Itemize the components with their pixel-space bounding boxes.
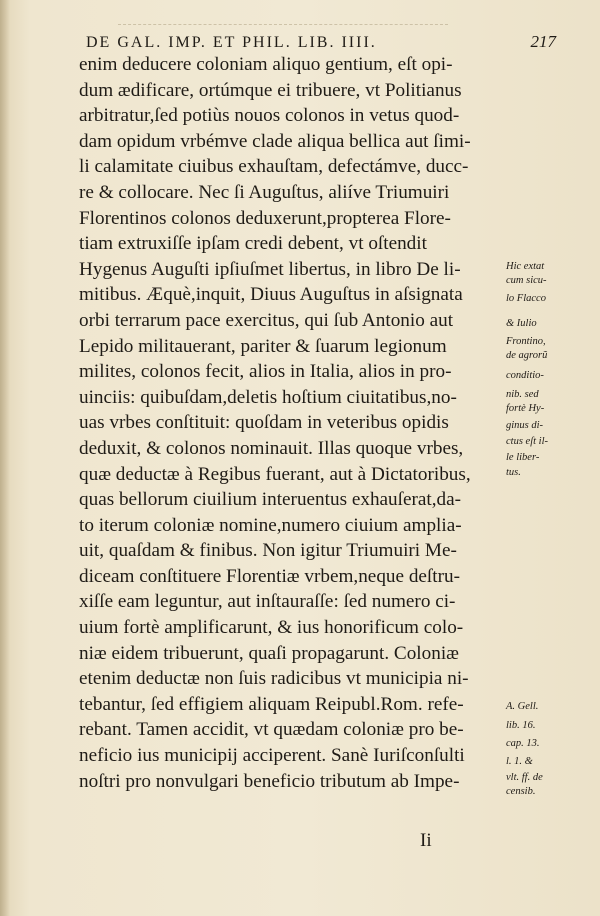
- text-line: tebantur, ſed effigiem aliquam Reipubl.Rom. refe-: [79, 693, 464, 715]
- text-line: niæ eidem tribuerunt, quaſi propagarunt. Coloniæ: [79, 642, 459, 664]
- text-line: Lepido militauerant, pariter & ſuarum legionum: [79, 335, 447, 357]
- marginal-note: ginus di-: [506, 419, 544, 431]
- marginal-note: Hic extat: [506, 260, 545, 272]
- marginal-note: lo Flacco: [506, 292, 546, 304]
- text-line: Hygenus Auguſti ipſiuſmet libertus, in libro De li-: [79, 258, 461, 280]
- marginal-note: cap. 13.: [506, 738, 540, 750]
- marginal-note: & Iulio: [506, 318, 537, 330]
- text-line: noſtri pro nonvulgari beneficio tributum ab Impe-: [79, 770, 460, 792]
- marginal-note: censib.: [506, 785, 536, 797]
- marginal-note: ctus eſt il-: [506, 436, 548, 448]
- running-header: [86, 34, 556, 52]
- marginal-note: le liber-: [506, 451, 540, 463]
- marginal-note: de agrorũ: [506, 350, 548, 362]
- text-line: neficio ius municipij acciperent. Sanè Iuriſconſulti: [79, 745, 465, 767]
- text-line: diceam conſtituere Florentiæ vrbem,neque deſtru-: [79, 565, 460, 587]
- page-number: 217: [530, 32, 556, 51]
- text-line: enim deducere coloniam aliquo gentium, eſt opi-: [79, 54, 453, 75]
- text-line: re & collocare. Nec ſi Auguſtus, aliíve Triumuiri: [79, 181, 450, 203]
- text-line: milites, colonos fecit, alios in Italia, alios in pro-: [79, 361, 452, 383]
- marginal-note: cum sicu-: [506, 274, 547, 286]
- text-line: quas bellorum ciuilium interuentus exhauſerat,da-: [79, 489, 462, 511]
- marginal-note: A. Gell.: [506, 701, 539, 713]
- marginal-note: lib. 16.: [506, 720, 536, 732]
- marginal-note: vlt. ff. de: [506, 771, 543, 783]
- text-line: to iterum coloniæ nomine,numero ciuium amplia-: [79, 514, 462, 536]
- text-line: dum ædificare, ortúmque ei tribuere, vt Politianus: [79, 79, 462, 101]
- marginal-note: conditio-: [506, 369, 544, 381]
- text-line: orbi terrarum pace exercitus, qui ſub Antonio aut: [79, 309, 454, 331]
- text-line: uas vrbes conſtituit: quoſdam in veteribus opidis: [79, 412, 449, 434]
- text-line: uium fortè amplificarunt, & ius honorificum colo-: [79, 617, 464, 639]
- marginal-note: Frontino,: [506, 336, 546, 348]
- text-line: arbitratur,ſed potiùs nouos colonos in vetus quod-: [79, 105, 460, 127]
- page-gutter-shadow: [0, 0, 10, 916]
- body-text: [79, 52, 509, 794]
- text-line: mitibus. Æquè,inquit, Diuus Auguſtus in aſsignata: [79, 284, 463, 306]
- text-line: etenim deductæ non ſuis radicibus vt municipia ni-: [79, 668, 469, 690]
- marginal-note: l. 1. &: [506, 756, 533, 768]
- marginal-note: nib. sed: [506, 388, 539, 400]
- text-line: dam opidum vrbémve clade aliqua bellica aut ſimi-: [79, 130, 471, 152]
- text-line: li calamitate ciuibus exhauſtam, defectámve, ducc-: [79, 156, 469, 178]
- text-line: xiſſe eam leguntur, aut inſtauraſſe: ſed numero ci-: [79, 591, 456, 613]
- text-line: Florentinos colonos deduxerunt,propterea Flore-: [79, 207, 451, 229]
- marginal-note: tus.: [506, 466, 521, 478]
- catchword: Ii: [420, 830, 432, 851]
- text-line: tiam extruxiſſe ipſam credi debent, vt oſtendit: [79, 233, 427, 255]
- text-line: rebant. Tamen accidit, vt quædam coloniæ pro be-: [79, 719, 464, 741]
- text-line: uinciis: quibuſdam,deletis hoſtium ciuitatibus,no-: [79, 386, 457, 408]
- text-line: deduxit, & colonos nominauit. Illas quoque vrbes,: [79, 437, 464, 459]
- running-title: DE GAL. IMP. ET PHIL. LIB. IIII.: [86, 34, 377, 51]
- marginal-note: fortè Hy-: [506, 402, 545, 414]
- text-line: quæ deductæ à Regibus fuerant, aut à Dictatoribus,: [79, 463, 471, 485]
- text-line: uit, quaſdam & finibus. Non igitur Triumuiri Me-: [79, 540, 457, 562]
- header-rule: [118, 24, 448, 27]
